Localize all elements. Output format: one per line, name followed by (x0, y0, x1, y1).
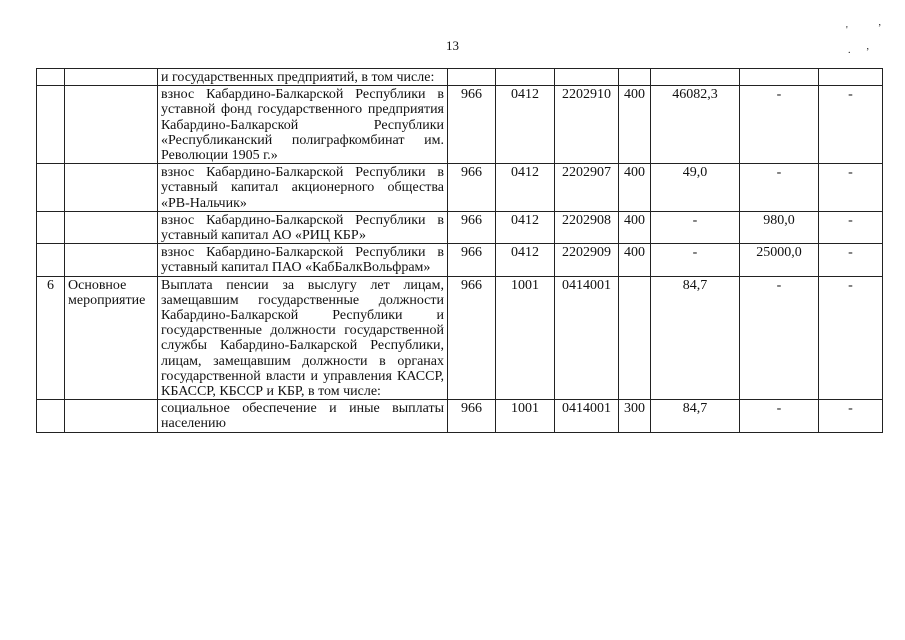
amount-year2-cell: 25000,0 (740, 244, 819, 276)
row-number-cell (37, 211, 65, 243)
target-item-code-cell: 2202907 (555, 164, 619, 212)
section-code-cell: 0412 (496, 164, 555, 212)
corner-mark: ’ (866, 47, 870, 58)
amount-year3-cell: - (819, 400, 883, 432)
amount-year3-cell: - (819, 244, 883, 276)
description-cell: взнос Кабардино-Балкарской Республики в уставный капитал АО «РИЦ КБР» (158, 211, 448, 243)
target-item-code-cell: 2202910 (555, 86, 619, 164)
row-number-cell (37, 69, 65, 86)
amount-year3-cell: - (819, 211, 883, 243)
row-number-cell (37, 86, 65, 164)
event-type-cell (65, 69, 158, 86)
amount-year2-cell: - (740, 400, 819, 432)
amount-year1-cell: 84,7 (651, 400, 740, 432)
amount-year2-cell (740, 69, 819, 86)
section-code-cell: 0412 (496, 211, 555, 243)
table-row (37, 211, 883, 243)
description-cell: взнос Кабардино-Балкарской Республики в уставный капитал ПАО «КабБалкВольфрам» (158, 244, 448, 276)
grbs-code-cell: 966 (448, 86, 496, 164)
corner-mark: ' (846, 25, 848, 36)
amount-year2-cell: - (740, 276, 819, 400)
amount-year1-cell: 46082,3 (651, 86, 740, 164)
section-code-cell: 1001 (496, 276, 555, 400)
corner-mark: . (848, 45, 851, 56)
description-cell: и государственных предприятий, в том числе: (158, 69, 448, 86)
amount-year3-cell: - (819, 276, 883, 400)
expense-type-code-cell: 400 (619, 86, 651, 164)
event-type-cell (65, 400, 158, 432)
event-type-cell (65, 164, 158, 212)
amount-year1-cell: - (651, 211, 740, 243)
section-code-cell: 1001 (496, 400, 555, 432)
table-row (37, 244, 883, 276)
row-number-cell (37, 400, 65, 432)
event-type-cell: Основное мероприятие (65, 276, 158, 400)
target-item-code-cell: 2202909 (555, 244, 619, 276)
corner-marks (842, 24, 892, 60)
expense-type-code-cell: 400 (619, 211, 651, 243)
row-number-cell (37, 244, 65, 276)
event-type-cell (65, 86, 158, 164)
grbs-code-cell: 966 (448, 244, 496, 276)
target-item-code-cell: 2202908 (555, 211, 619, 243)
section-code-cell: 0412 (496, 244, 555, 276)
grbs-code-cell: 966 (448, 164, 496, 212)
grbs-code-cell: 966 (448, 400, 496, 432)
section-code-cell (496, 69, 555, 86)
table-row (37, 276, 883, 400)
page-number: 13 (446, 38, 459, 53)
description-cell: Выплата пенсии за выслугу лет лицам, замещавшим государственные должности Кабардино-Балкарской Республики и государственные должности государственной службы Кабардино-Балкарской Республики, лицам, замещавшим должности в органах государственной власти и управления КАССР, КБАССР, КБССР и КБР, в том числе: (158, 276, 448, 400)
row-number-cell: 6 (37, 276, 65, 400)
table-row (37, 400, 883, 432)
amount-year1-cell: 84,7 (651, 276, 740, 400)
corner-mark: ’ (878, 23, 882, 34)
event-type-cell (65, 211, 158, 243)
budget-table (36, 68, 883, 433)
grbs-code-cell: 966 (448, 276, 496, 400)
expense-type-code-cell (619, 69, 651, 86)
expense-type-code-cell (619, 276, 651, 400)
amount-year1-cell: 49,0 (651, 164, 740, 212)
target-item-code-cell (555, 69, 619, 86)
expense-type-code-cell: 300 (619, 400, 651, 432)
target-item-code-cell: 0414001 (555, 276, 619, 400)
grbs-code-cell (448, 69, 496, 86)
expense-type-code-cell: 400 (619, 164, 651, 212)
table-row (37, 86, 883, 164)
description-cell: взнос Кабардино-Балкарской Республики в уставной фонд государственного предприятия Кабардино-Балкарской Республики «Республиканский полиграфкомбинат им. Революции 1905 г.» (158, 86, 448, 164)
table-row (37, 69, 883, 86)
amount-year1-cell: - (651, 244, 740, 276)
table-row (37, 164, 883, 212)
row-number-cell (37, 164, 65, 212)
event-type-cell (65, 244, 158, 276)
description-cell: взнос Кабардино-Балкарской Республики в уставный капитал акционерного общества «РВ-Нальчик» (158, 164, 448, 212)
amount-year2-cell: - (740, 86, 819, 164)
amount-year1-cell (651, 69, 740, 86)
table-body (37, 69, 883, 433)
amount-year3-cell: - (819, 86, 883, 164)
section-code-cell: 0412 (496, 86, 555, 164)
amount-year2-cell: 980,0 (740, 211, 819, 243)
amount-year3-cell: - (819, 164, 883, 212)
amount-year2-cell: - (740, 164, 819, 212)
description-cell: социальное обеспечение и иные выплаты населению (158, 400, 448, 432)
target-item-code-cell: 0414001 (555, 400, 619, 432)
grbs-code-cell: 966 (448, 211, 496, 243)
amount-year3-cell (819, 69, 883, 86)
expense-type-code-cell: 400 (619, 244, 651, 276)
